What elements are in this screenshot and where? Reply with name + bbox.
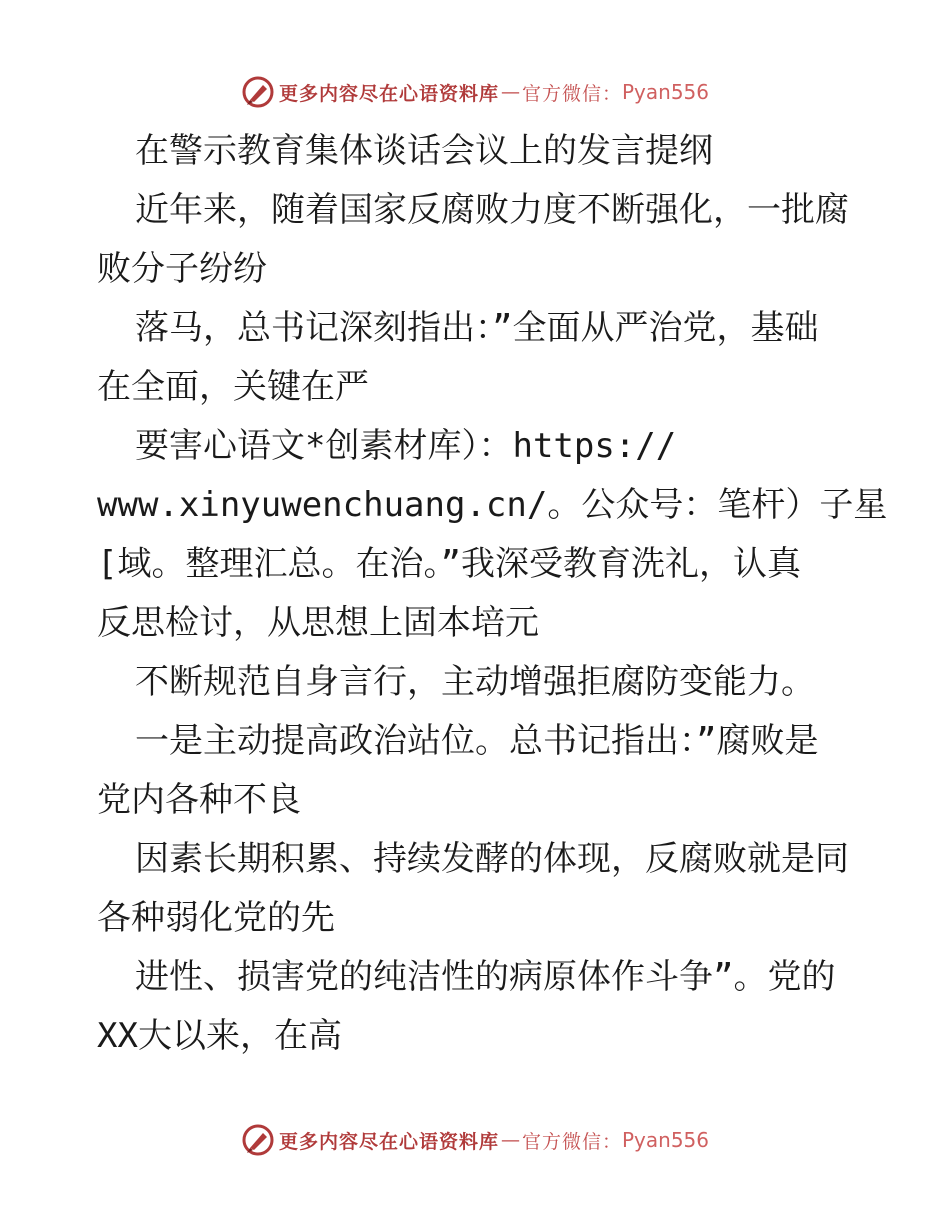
wechat-id: Pyan556 — [622, 1128, 710, 1152]
library-title: 更多内容尽在心语资料库 — [278, 1130, 499, 1153]
text-line: 在全面，关键在严 — [97, 367, 369, 407]
text-line: 各种弱化党的先 — [97, 898, 335, 938]
wechat-id: Pyan556 — [622, 80, 710, 104]
text-line: 近年来，随着国家反腐败力度不断强化，一批腐 — [135, 190, 849, 230]
text-line: 进性、损害党的纯洁性的病原体作斗争”。党的 — [135, 957, 836, 997]
footer-banner — [0, 1120, 950, 1160]
document-title: 在警示教育集体谈话会议上的发言提纲 — [135, 131, 713, 171]
quill-pen-logo-icon — [241, 75, 275, 109]
banner-dash: — — [500, 81, 520, 103]
document-body — [97, 122, 888, 1066]
text-line: [域。整理汇总。在治。”我深受教育洗礼，认真 — [97, 544, 801, 584]
text-line: 败分子纷纷 — [97, 249, 267, 289]
banner-dash: — — [500, 1129, 520, 1151]
text-line: 一是主动提高政治站位。总书记指出：”腐败是 — [135, 721, 819, 761]
wechat-label: 官方微信： — [521, 1130, 622, 1153]
text-line: 落马，总书记深刻指出：”全面从严治党，基础 — [135, 308, 819, 348]
text-line: XX大以来，在高 — [97, 1016, 342, 1056]
text-line: 要害心语文*创素材库）：https:// — [135, 426, 677, 466]
header-banner — [0, 72, 950, 112]
quill-pen-logo-icon — [241, 1123, 275, 1157]
text-line: 党内各种不良 — [97, 780, 301, 820]
library-title: 更多内容尽在心语资料库 — [278, 82, 499, 105]
text-line: 因素长期积累、持续发酵的体现，反腐败就是同 — [135, 839, 849, 879]
text-line: 反思检讨，从思想上固本培元 — [97, 603, 539, 643]
wechat-label: 官方微信： — [521, 82, 622, 105]
text-line: 不断规范自身言行，主动增强拒腐防变能力。 — [135, 662, 815, 702]
text-line-url: www.xinyuwenchuang.cn/。公众号：笔杆）子星 — [97, 485, 888, 525]
